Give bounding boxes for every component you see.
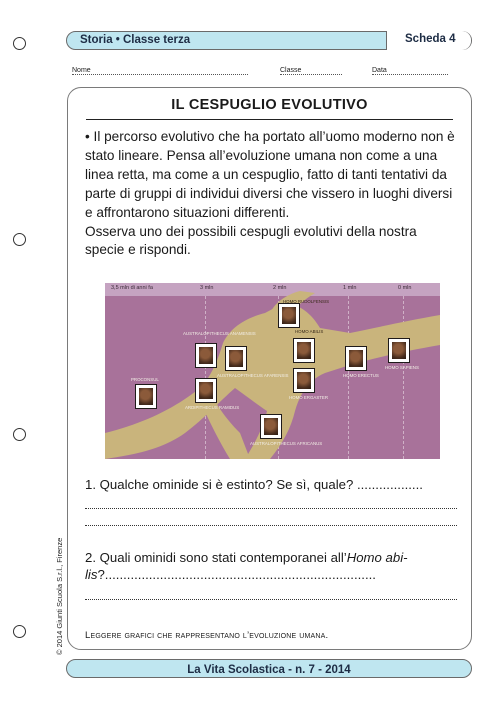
hominid-label: AUSTRALOPITHECUS AFARENSIS bbox=[217, 373, 289, 378]
axis-tick: 2 mln bbox=[273, 285, 287, 291]
hominid-portrait bbox=[195, 378, 217, 403]
hominid-label: HOMO RUDOLFENSIS bbox=[283, 299, 330, 304]
copyright-notice: © 2014 Giunti Scuola S.r.l., Firenze bbox=[55, 537, 64, 655]
hominid-label: HOMO SAPIENS bbox=[385, 365, 419, 370]
axis-tick: 1 mln bbox=[343, 285, 357, 291]
question-2-species: Homo abilis bbox=[85, 550, 408, 582]
skill-note: Leggere grafici che rappresentano l’evoluzione umana. bbox=[85, 630, 329, 641]
sheet-label-box bbox=[386, 31, 471, 50]
footer-bar bbox=[66, 659, 472, 678]
hominid-portrait bbox=[293, 338, 315, 363]
sheet-number: Scheda 4 bbox=[405, 33, 456, 45]
worksheet-frame bbox=[67, 87, 472, 650]
hominid-portrait bbox=[278, 303, 300, 328]
worksheet-body bbox=[85, 128, 457, 260]
answer-line[interactable] bbox=[85, 507, 457, 509]
question-2-dots: ?.......................................................................... bbox=[97, 567, 376, 582]
question-2 bbox=[85, 549, 457, 583]
header-bar bbox=[66, 31, 472, 50]
axis-tick: 0 mln bbox=[398, 285, 412, 291]
punch-hole bbox=[13, 233, 26, 246]
publication-info: La Vita Scolastica - n. 7 - 2014 bbox=[187, 664, 351, 676]
punch-hole bbox=[13, 428, 26, 441]
hominid-portrait bbox=[345, 346, 367, 371]
name-label: Nome bbox=[72, 67, 91, 74]
hominid-portrait bbox=[388, 338, 410, 363]
question-1: 1. Qualche ominide si è estinto? Se sì, quale? .................. bbox=[85, 477, 423, 492]
hominid-label: ARDIPITHECUS RAMIDUS bbox=[185, 405, 240, 410]
punch-hole bbox=[13, 37, 26, 50]
answer-line[interactable] bbox=[85, 598, 457, 600]
hominid-portrait bbox=[135, 384, 157, 409]
instruction-paragraph: Osserva uno dei possibili cespugli evolutivi della nostra specie e rispondi. bbox=[85, 223, 417, 258]
evolution-bush-diagram bbox=[105, 283, 440, 459]
class-label: Classe bbox=[280, 67, 302, 74]
hominid-portrait bbox=[260, 414, 282, 439]
hominid-portrait bbox=[293, 368, 315, 393]
punch-hole bbox=[13, 625, 26, 638]
hominid-label: HOMO ERGASTER bbox=[289, 395, 329, 400]
hominid-label: PROCONSUL bbox=[131, 377, 159, 382]
hominid-label: HOMO ABILIS bbox=[295, 329, 324, 334]
hominid-portrait bbox=[225, 346, 247, 371]
intro-paragraph: • Il percorso evolutivo che ha portato all’uomo moderno non è stato lineare. Pensa all’evoluzione umana non come a una linea retta, ma come a un cespuglio, fatto di tanti tentativi da parte di gruppi di individui diversi che vissero in luoghi diversi e affrontarono situazioni differenti. bbox=[85, 129, 455, 220]
title-underline bbox=[86, 119, 453, 120]
worksheet-title: IL CESPUGLIO EVOLUTIVO bbox=[171, 97, 368, 113]
answer-line[interactable] bbox=[85, 524, 457, 526]
question-2-text: 2. Quali ominidi sono stati contemporanei all’ bbox=[85, 550, 347, 565]
hominid-portrait bbox=[195, 343, 217, 368]
axis-tick: 3,5 mln di anni fa bbox=[111, 285, 153, 291]
hominid-label: HOMO ERECTUS bbox=[343, 373, 379, 378]
date-label: Data bbox=[372, 67, 387, 74]
hominid-label: AUSTRALOPITHECUS AFRICANUS bbox=[250, 441, 323, 446]
axis-tick: 3 mln bbox=[200, 285, 214, 291]
student-info-row bbox=[72, 67, 470, 79]
subject-title: Storia • Classe terza bbox=[80, 34, 191, 46]
hominid-label: AUSTRALOPITHECUS ANAMENSIS bbox=[183, 331, 256, 336]
